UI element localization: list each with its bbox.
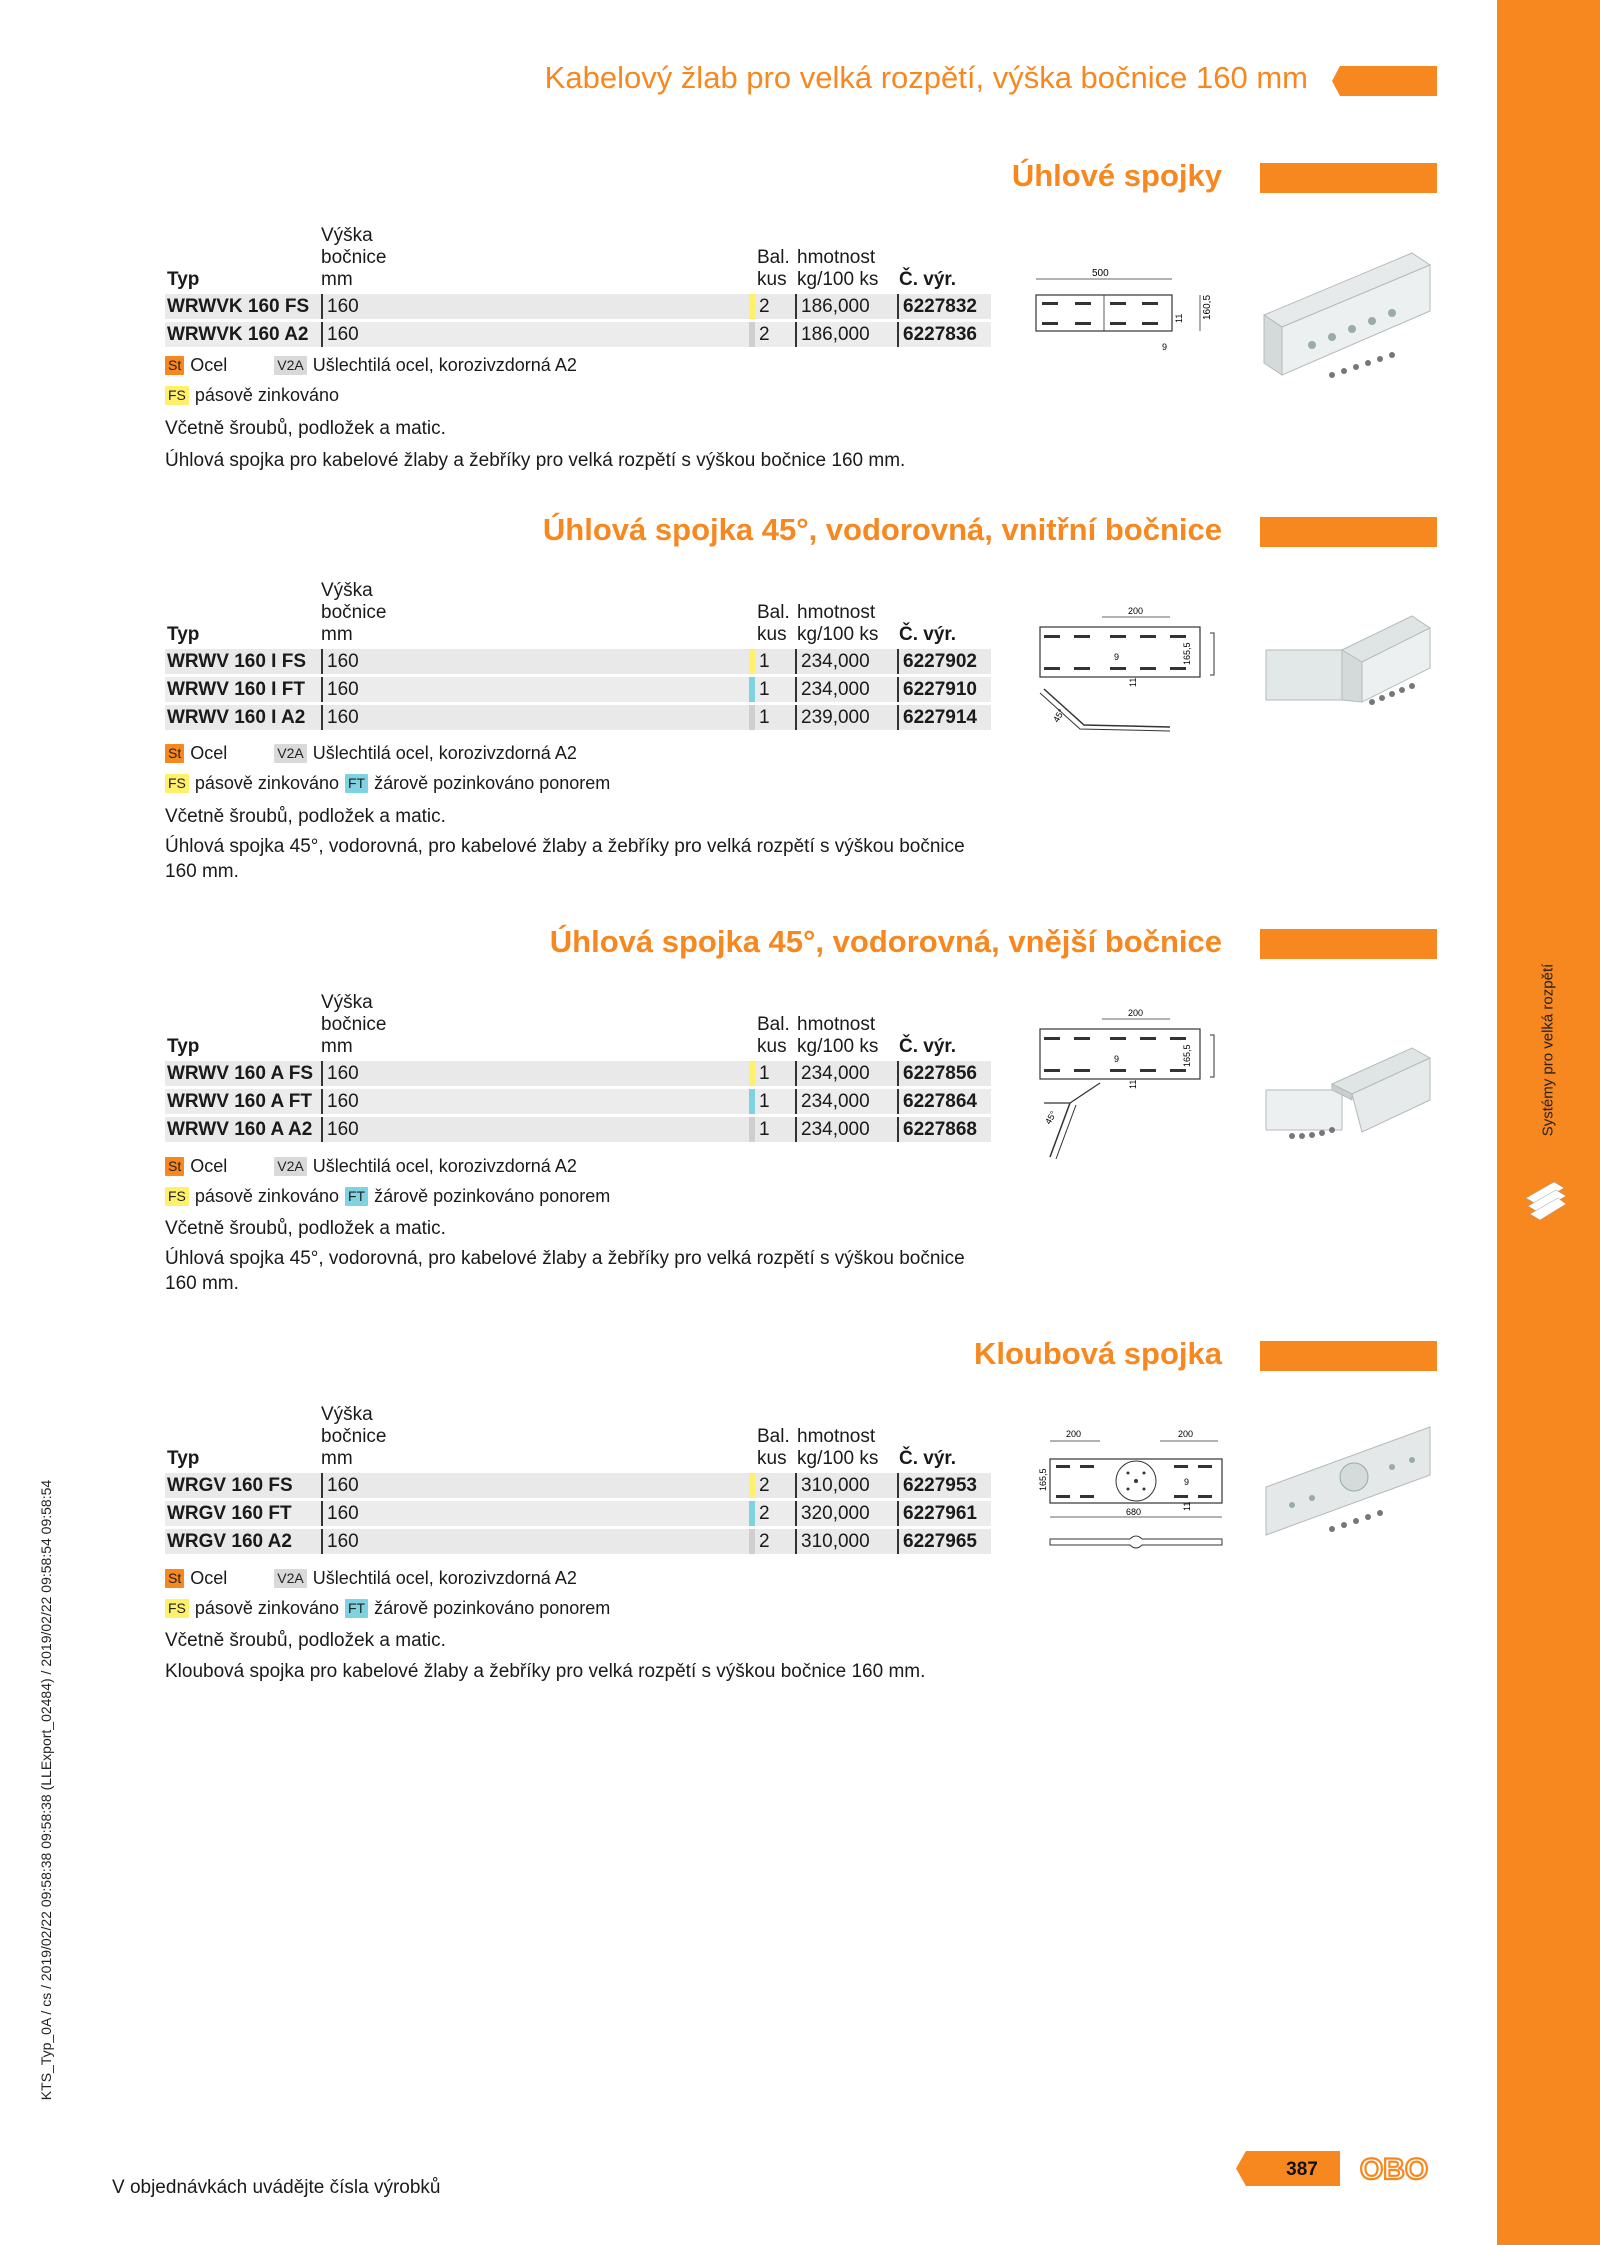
row-hmotnost: 234,000 xyxy=(795,1061,897,1086)
badge-st: St xyxy=(165,1157,184,1176)
col-bal: Bal. kus xyxy=(757,1426,790,1469)
row-hmotnost: 186,000 xyxy=(795,294,897,319)
row-typ: WRWV 160 I A2 xyxy=(165,705,321,730)
section-title: Kloubová spojka xyxy=(973,1336,1222,1371)
row-hmotnost: 310,000 xyxy=(795,1473,897,1498)
svg-text:200: 200 xyxy=(1128,606,1144,616)
row-hmotnost: 234,000 xyxy=(795,677,897,702)
table-row xyxy=(165,1089,991,1114)
technical-drawing xyxy=(1030,1007,1230,1162)
table-row xyxy=(165,322,991,347)
col-bal: Bal. kus xyxy=(757,1014,790,1057)
note-description: Kloubová spojka pro kabelové žlaby a žebříky pro velká rozpětí s výškou bočnice 160 mm. xyxy=(165,1661,926,1682)
svg-text:165,5: 165,5 xyxy=(1038,1468,1048,1491)
svg-text:11: 11 xyxy=(1128,1079,1138,1089)
row-bal: 1 xyxy=(755,705,795,730)
legend-fs: pásově zinkováno xyxy=(194,1186,339,1206)
table-row xyxy=(165,1117,991,1142)
footer-note: V objednávkách uvádějte čísla výrobků xyxy=(112,2177,441,2198)
table-row xyxy=(165,1501,991,1526)
document-meta: KTS_Typ_0A / cs / 2019/02/22 09:58:38 09:58:38 (LLExport_02484) / 2019/02/22 09:58:54 09:58:54 xyxy=(38,1479,54,2101)
svg-text:500: 500 xyxy=(1092,268,1109,279)
product-photo xyxy=(1262,610,1434,710)
row-vyska: 160 xyxy=(321,322,749,347)
row-hmotnost: 239,000 xyxy=(795,705,897,730)
material-legend xyxy=(165,1156,577,1177)
row-bal: 2 xyxy=(755,1529,795,1554)
table-row xyxy=(165,649,991,674)
badge-st: St xyxy=(165,744,184,763)
row-cislo: 6227953 xyxy=(897,1473,991,1498)
obo-logo xyxy=(1352,2152,1436,2186)
row-vyska: 160 xyxy=(321,1117,749,1142)
product-table xyxy=(165,222,991,350)
badge-v2a: V2A xyxy=(274,356,306,375)
finish-legend xyxy=(165,1598,610,1619)
row-hmotnost: 234,000 xyxy=(795,1089,897,1114)
page-title: Kabelový žlab pro velká rozpětí, výška bočnice 160 mm xyxy=(544,60,1308,95)
technical-drawing xyxy=(1030,605,1230,735)
svg-text:160,5: 160,5 xyxy=(1202,294,1213,320)
col-typ: Typ xyxy=(167,624,200,645)
row-hmotnost: 320,000 xyxy=(795,1501,897,1526)
row-typ: WRWV 160 A FS xyxy=(165,1061,321,1086)
row-vyska: 160 xyxy=(321,1473,749,1498)
row-vyska: 160 xyxy=(321,1501,749,1526)
table-row xyxy=(165,1061,991,1086)
col-vyska: Výška bočnice mm xyxy=(321,225,387,290)
legend-fs: pásově zinkováno xyxy=(194,385,339,405)
row-bal: 1 xyxy=(755,677,795,702)
row-cislo: 6227910 xyxy=(897,677,991,702)
section-marker xyxy=(1260,1341,1437,1371)
row-typ: WRGV 160 A2 xyxy=(165,1529,321,1554)
section-marker xyxy=(1260,929,1437,959)
row-bal: 1 xyxy=(755,1061,795,1086)
svg-text:11: 11 xyxy=(1174,313,1184,323)
badge-st: St xyxy=(165,356,184,375)
section-title: Úhlové spojky xyxy=(1011,158,1222,193)
table-row xyxy=(165,294,991,319)
row-vyska: 160 xyxy=(321,1089,749,1114)
technical-drawing xyxy=(1040,1425,1230,1555)
row-cislo: 6227914 xyxy=(897,705,991,730)
svg-text:45°: 45° xyxy=(1043,1109,1059,1126)
row-bal: 2 xyxy=(755,1501,795,1526)
col-cislo: Č. výr. xyxy=(899,269,957,290)
product-table xyxy=(165,989,991,1145)
badge-ft: FT xyxy=(345,774,368,793)
row-vyska: 160 xyxy=(321,1061,749,1086)
col-hmotnost: hmotnost kg/100 ks xyxy=(797,1014,879,1057)
row-bal: 2 xyxy=(755,322,795,347)
note-included: Včetně šroubů, podložek a matic. xyxy=(165,806,446,827)
row-vyska: 160 xyxy=(321,705,749,730)
legend-v2a: Ušlechtilá ocel, korozivzdorná A2 xyxy=(312,1568,577,1588)
finish-legend xyxy=(165,385,339,406)
section-marker xyxy=(1260,163,1437,193)
col-cislo: Č. výr. xyxy=(899,1448,957,1469)
badge-fs: FS xyxy=(165,1599,189,1618)
svg-text:11: 11 xyxy=(1128,677,1138,687)
row-hmotnost: 234,000 xyxy=(795,1117,897,1142)
header-marker xyxy=(1332,66,1437,96)
row-hmotnost: 186,000 xyxy=(795,322,897,347)
badge-fs: FS xyxy=(165,774,189,793)
product-table xyxy=(165,1401,991,1557)
finish-legend xyxy=(165,773,610,794)
product-table xyxy=(165,577,991,733)
material-legend xyxy=(165,743,577,764)
col-hmotnost: hmotnost kg/100 ks xyxy=(797,602,879,645)
product-photo xyxy=(1262,1040,1434,1140)
col-bal: Bal. kus xyxy=(757,602,790,645)
col-typ: Typ xyxy=(167,269,200,290)
legend-v2a: Ušlechtilá ocel, korozivzdorná A2 xyxy=(312,743,577,763)
row-typ: WRWV 160 A FT xyxy=(165,1089,321,1114)
table-row xyxy=(165,677,991,702)
row-cislo: 6227864 xyxy=(897,1089,991,1114)
row-cislo: 6227832 xyxy=(897,294,991,319)
row-cislo: 6227868 xyxy=(897,1117,991,1142)
product-photo xyxy=(1262,245,1434,390)
row-bal: 2 xyxy=(755,1473,795,1498)
row-bal: 2 xyxy=(755,294,795,319)
system-logo-icon xyxy=(1524,1178,1568,1222)
col-vyska: Výška bočnice mm xyxy=(321,1404,387,1469)
svg-text:9: 9 xyxy=(1184,1477,1190,1487)
row-typ: WRWV 160 A A2 xyxy=(165,1117,321,1142)
svg-text:680: 680 xyxy=(1126,1507,1142,1517)
material-legend xyxy=(165,1568,577,1589)
legend-st: Ocel xyxy=(190,1156,228,1176)
note-description: Úhlová spojka pro kabelové žlaby a žebříky pro velká rozpětí s výškou bočnice 160 mm. xyxy=(165,450,906,471)
svg-text:165,5: 165,5 xyxy=(1182,642,1192,665)
row-cislo: 6227961 xyxy=(897,1501,991,1526)
row-hmotnost: 310,000 xyxy=(795,1529,897,1554)
row-vyska: 160 xyxy=(321,649,749,674)
svg-text:45°: 45° xyxy=(1051,707,1067,724)
badge-v2a: V2A xyxy=(274,1157,306,1176)
sidebar-label: Systémy pro velká rozpětí xyxy=(1539,963,1557,1137)
badge-fs: FS xyxy=(165,1187,189,1206)
product-photo xyxy=(1262,1425,1434,1555)
row-vyska: 160 xyxy=(321,1529,749,1554)
row-typ: WRGV 160 FT xyxy=(165,1501,321,1526)
note-included: Včetně šroubů, podložek a matic. xyxy=(165,1218,446,1239)
row-cislo: 6227902 xyxy=(897,649,991,674)
note-description: Úhlová spojka 45°, vodorovná, pro kabelové žlaby a žebříky pro velká rozpětí s výškou bočnice 160 mm. xyxy=(165,836,965,882)
section-title: Úhlová spojka 45°, vodorovná, vnější bočnice xyxy=(549,924,1222,959)
svg-text:9: 9 xyxy=(1162,342,1168,352)
col-hmotnost: hmotnost kg/100 ks xyxy=(797,247,879,290)
badge-v2a: V2A xyxy=(274,1569,306,1588)
legend-v2a: Ušlechtilá ocel, korozivzdorná A2 xyxy=(312,1156,577,1176)
note-description: Úhlová spojka 45°, vodorovná, pro kabelové žlaby a žebříky pro velká rozpětí s výškou bočnice 160 mm. xyxy=(165,1248,965,1294)
svg-text:OBO: OBO xyxy=(1359,2153,1429,2186)
row-cislo: 6227965 xyxy=(897,1529,991,1554)
legend-fs: pásově zinkováno xyxy=(194,1598,339,1618)
row-bal: 1 xyxy=(755,649,795,674)
technical-drawing xyxy=(1030,265,1230,360)
legend-v2a: Ušlechtilá ocel, korozivzdorná A2 xyxy=(312,355,577,375)
row-typ: WRWVK 160 A2 xyxy=(165,322,321,347)
svg-text:387: 387 xyxy=(1286,2159,1318,2180)
table-row xyxy=(165,705,991,730)
badge-fs: FS xyxy=(165,386,189,405)
row-cislo: 6227836 xyxy=(897,322,991,347)
row-cislo: 6227856 xyxy=(897,1061,991,1086)
svg-text:200: 200 xyxy=(1066,1429,1082,1439)
row-hmotnost: 234,000 xyxy=(795,649,897,674)
legend-ft: žárově pozinkováno ponorem xyxy=(374,1186,611,1206)
section-title: Úhlová spojka 45°, vodorovná, vnitřní bočnice xyxy=(542,512,1222,547)
row-typ: WRWVK 160 FS xyxy=(165,294,321,319)
badge-ft: FT xyxy=(345,1187,368,1206)
row-typ: WRGV 160 FS xyxy=(165,1473,321,1498)
col-vyska: Výška bočnice mm xyxy=(321,580,387,645)
legend-st: Ocel xyxy=(190,355,228,375)
table-row xyxy=(165,1473,991,1498)
legend-st: Ocel xyxy=(190,1568,228,1588)
legend-ft: žárově pozinkováno ponorem xyxy=(374,1598,611,1618)
legend-ft: žárově pozinkováno ponorem xyxy=(374,773,611,793)
material-legend xyxy=(165,355,577,376)
section-marker xyxy=(1260,517,1437,547)
row-typ: WRWV 160 I FT xyxy=(165,677,321,702)
note-included: Včetně šroubů, podložek a matic. xyxy=(165,1630,446,1651)
col-hmotnost: hmotnost kg/100 ks xyxy=(797,1426,879,1469)
col-cislo: Č. výr. xyxy=(899,1036,957,1057)
page-number-tab xyxy=(1236,2151,1340,2186)
col-bal: Bal. kus xyxy=(757,247,790,290)
finish-legend xyxy=(165,1186,610,1207)
col-typ: Typ xyxy=(167,1036,200,1057)
note-included: Včetně šroubů, podložek a matic. xyxy=(165,418,446,439)
svg-text:165,5: 165,5 xyxy=(1182,1044,1192,1067)
badge-ft: FT xyxy=(345,1599,368,1618)
col-cislo: Č. výr. xyxy=(899,624,957,645)
svg-text:200: 200 xyxy=(1178,1429,1194,1439)
col-typ: Typ xyxy=(167,1448,200,1469)
col-vyska: Výška bočnice mm xyxy=(321,992,387,1057)
badge-st: St xyxy=(165,1569,184,1588)
badge-v2a: V2A xyxy=(274,744,306,763)
svg-text:11: 11 xyxy=(1182,1501,1192,1511)
svg-text:9: 9 xyxy=(1114,1054,1120,1064)
row-vyska: 160 xyxy=(321,677,749,702)
table-row xyxy=(165,1529,991,1554)
svg-text:200: 200 xyxy=(1128,1008,1144,1018)
legend-fs: pásově zinkováno xyxy=(194,773,339,793)
legend-st: Ocel xyxy=(190,743,228,763)
row-bal: 1 xyxy=(755,1089,795,1114)
svg-text:9: 9 xyxy=(1114,652,1120,662)
row-vyska: 160 xyxy=(321,294,749,319)
row-typ: WRWV 160 I FS xyxy=(165,649,321,674)
row-bal: 1 xyxy=(755,1117,795,1142)
